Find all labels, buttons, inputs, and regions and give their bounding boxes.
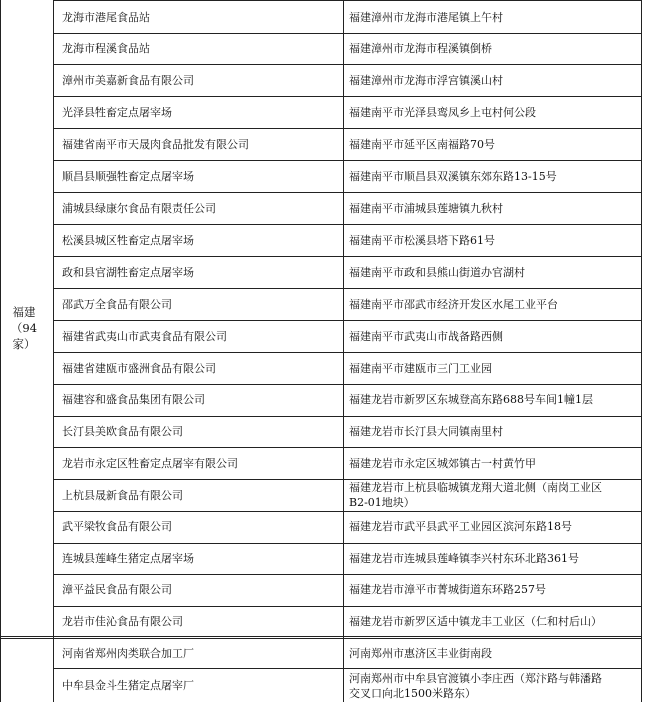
company-address: 福建南平市浦城县莲塘镇九秋村 [349,202,503,215]
company-address: 福建南平市政和县熊山街道办官湖村 [349,266,525,279]
company-name: 浦城县绿康尔食品有限责任公司 [62,202,216,215]
company-name: 龙岩市佳沁食品有限公司 [62,615,183,628]
company-name: 龙海市港尾食品站 [62,11,150,24]
company-address-line2: B2-01地块） [349,496,415,509]
company-name: 河南省郑州肉类联合加工厂 [62,647,194,660]
column-divider-address [343,0,344,702]
company-name: 顺昌县顺强牲畜定点屠宰场 [62,170,194,183]
company-address: 福建南平市建瓯市三门工业园 [349,362,492,375]
company-address: 福建漳州市龙海市港尾镇上午村 [349,11,503,24]
company-name: 龙海市程溪食品站 [62,42,150,55]
company-address: 福建南平市光泽县鸾凤乡上屯村何公段 [349,106,536,119]
company-name: 漳州市美嘉新食品有限公司 [62,74,194,87]
company-address-line2: 交叉口向北1500米路东） [349,687,476,700]
company-name: 福建省武夷山市武夷食品有限公司 [62,330,227,343]
company-address: 河南郑州市惠济区丰业街南段 [349,647,492,660]
company-address: 福建龙岩市漳平市菁城街道东环路257号 [349,583,546,596]
province-name: 福建 [12,305,36,319]
company-address: 福建龙岩市新罗区东城登高东路688号车间1幢1层 [349,393,593,406]
company-name: 政和县官湖牲畜定点屠宰场 [62,266,194,279]
company-address: 福建龙岩市新罗区适中镇龙丰工业区（仁和村后山） [349,615,602,628]
company-address: 福建龙岩市连城县莲峰镇李兴村东环北路361号 [349,552,579,565]
company-name: 连城县莲峰生猪定点屠宰场 [62,552,194,565]
company-address: 福建南平市邵武市经济开发区水尾工业平台 [349,298,558,311]
table-border-left [0,0,1,702]
company-address: 福建龙岩市长汀县大同镇南里村 [349,425,503,438]
company-address: 福建南平市顺昌县双溪镇东郊东路13-15号 [349,170,557,183]
company-address: 福建龙岩市永定区城郊镇古一村黄竹甲 [349,457,536,470]
company-address: 福建南平市松溪县塔下路61号 [349,234,495,247]
company-name: 福建省南平市天晟肉食品批发有限公司 [62,138,249,151]
company-name: 上杭县晟新食品有限公司 [62,489,183,502]
column-divider-province [53,0,54,702]
company-name: 光泽县牲畜定点屠宰场 [62,106,172,119]
province-cell-fujian [4,304,44,352]
province-count: （94家） [10,321,38,351]
company-name: 松溪县城区牲畜定点屠宰场 [62,234,194,247]
company-address-line1: 河南郑州市中牟县官渡镇小李庄西（郑汴路与韩潘路 [349,672,602,685]
company-address: 福建龙岩市武平县武平工业园区滨河东路18号 [349,520,572,533]
company-name: 武平梁牧食品有限公司 [62,520,172,533]
company-name: 福建容和盛食品集团有限公司 [62,393,205,406]
table-border-right [641,0,642,702]
company-name: 福建省建瓯市盛洲食品有限公司 [62,362,216,375]
company-address-line1: 福建龙岩市上杭县临城镇龙翔大道北侧（南岗工业区 [349,481,602,494]
company-address: 福建南平市延平区南福路70号 [349,138,495,151]
company-name: 中牟县金斗生猪定点屠宰厂 [62,679,194,692]
company-name: 邵武万全食品有限公司 [62,298,172,311]
province-separator [0,636,642,637]
company-address: 福建南平市武夷山市战备路西侧 [349,330,503,343]
company-address: 福建漳州市龙海市浮宫镇溪山村 [349,74,503,87]
company-address: 福建漳州市龙海市程溪镇倒桥 [349,42,492,55]
company-name: 漳平益民食品有限公司 [62,583,172,596]
company-name: 龙岩市永定区牲畜定点屠宰有限公司 [62,457,238,470]
company-name: 长汀县美欧食品有限公司 [62,425,183,438]
